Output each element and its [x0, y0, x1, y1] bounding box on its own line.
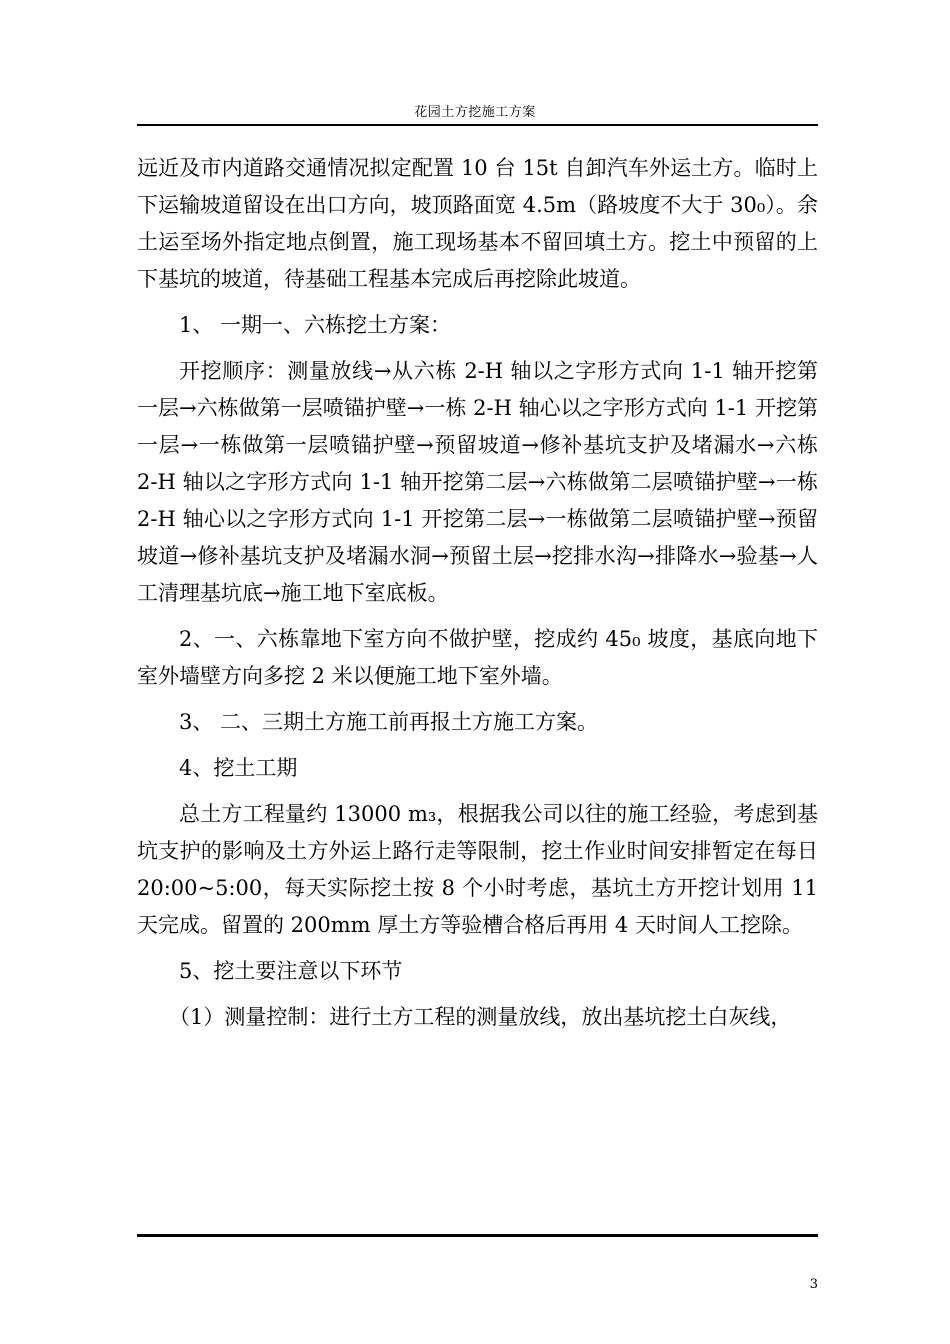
paragraph-notes-heading: 5、挖土要注意以下环节 [179, 959, 403, 983]
paragraph-excavation-sequence: 开挖顺序：测量放线→从六栋 2-H 轴以之字形方式向 1-1 轴开挖第一层→六栋做第一层喷锚护壁→一栋 2-H 轴心以之字形方式向 1-1 开挖第一层→一栋做第一层喷锚护壁→预留坡道→修补基坑支护及堵漏水→六栋 2-H 轴以之字形方式向 1-1 轴开挖第二层→六栋做第二层喷锚护壁→一栋 2-H 轴心以之字形方式向 1-1 开挖第二层→一栋做第二层喷锚护壁→预留坡道→修补基坑支护及堵漏水洞→预留土层→挖排水沟→排降水→验基→人工清理基坑底→施工地下室底板。 [137, 359, 818, 605]
page-number: 3 [809, 1277, 818, 1292]
paragraph-schedule: 总土方工程量约 13000 m₃，根据我公司以往的施工经验，考虑到基坑支护的影响及土方外运上路行走等限制，挖土作业时间安排暂定在每日 20:00~5:00，每天实际挖土按 8 个小时考虑，基坑土方开挖计划用 11 天完成。留置的 200mm 厚土方等验槽合格后再用 4 天时间人工挖除。 [137, 802, 818, 937]
paragraph-slope: 2、一、六栋靠地下室方向不做护壁，挖成约 45₀ 坡度，基底向地下室外墙壁方向多挖 2 米以便施工地下室外墙。 [137, 627, 818, 688]
footer-rule [137, 1234, 818, 1237]
paragraph-phase-two-three: 3、 二、三期土方施工前再报土方施工方案。 [179, 710, 599, 734]
paragraph-transport: 远近及市内道路交通情况拟定配置 10 台 15t 自卸汽车外运土方。临时上下运输坡道留设在出口方向，坡顶路面宽 4.5m（路坡度不大于 30₀）。余土运至场外指定地点倒置，施工现场基本不留回填土方。挖土中预留的上下基坑的坡道，待基础工程基本完成后再挖除此坡道。 [137, 156, 818, 291]
paragraph-survey-control: （1）测量控制：进行土方工程的测量放线，放出基坑挖土白灰线， [169, 1005, 792, 1029]
document-body [137, 150, 818, 1036]
paragraph-schedule-heading: 4、挖土工期 [179, 756, 298, 780]
page-header-title: 花园土方挖施工方案 [414, 105, 536, 120]
paragraph-phase-one-heading: 1、 一期一、六栋挖土方案： [179, 313, 452, 337]
header-rule [137, 124, 818, 126]
